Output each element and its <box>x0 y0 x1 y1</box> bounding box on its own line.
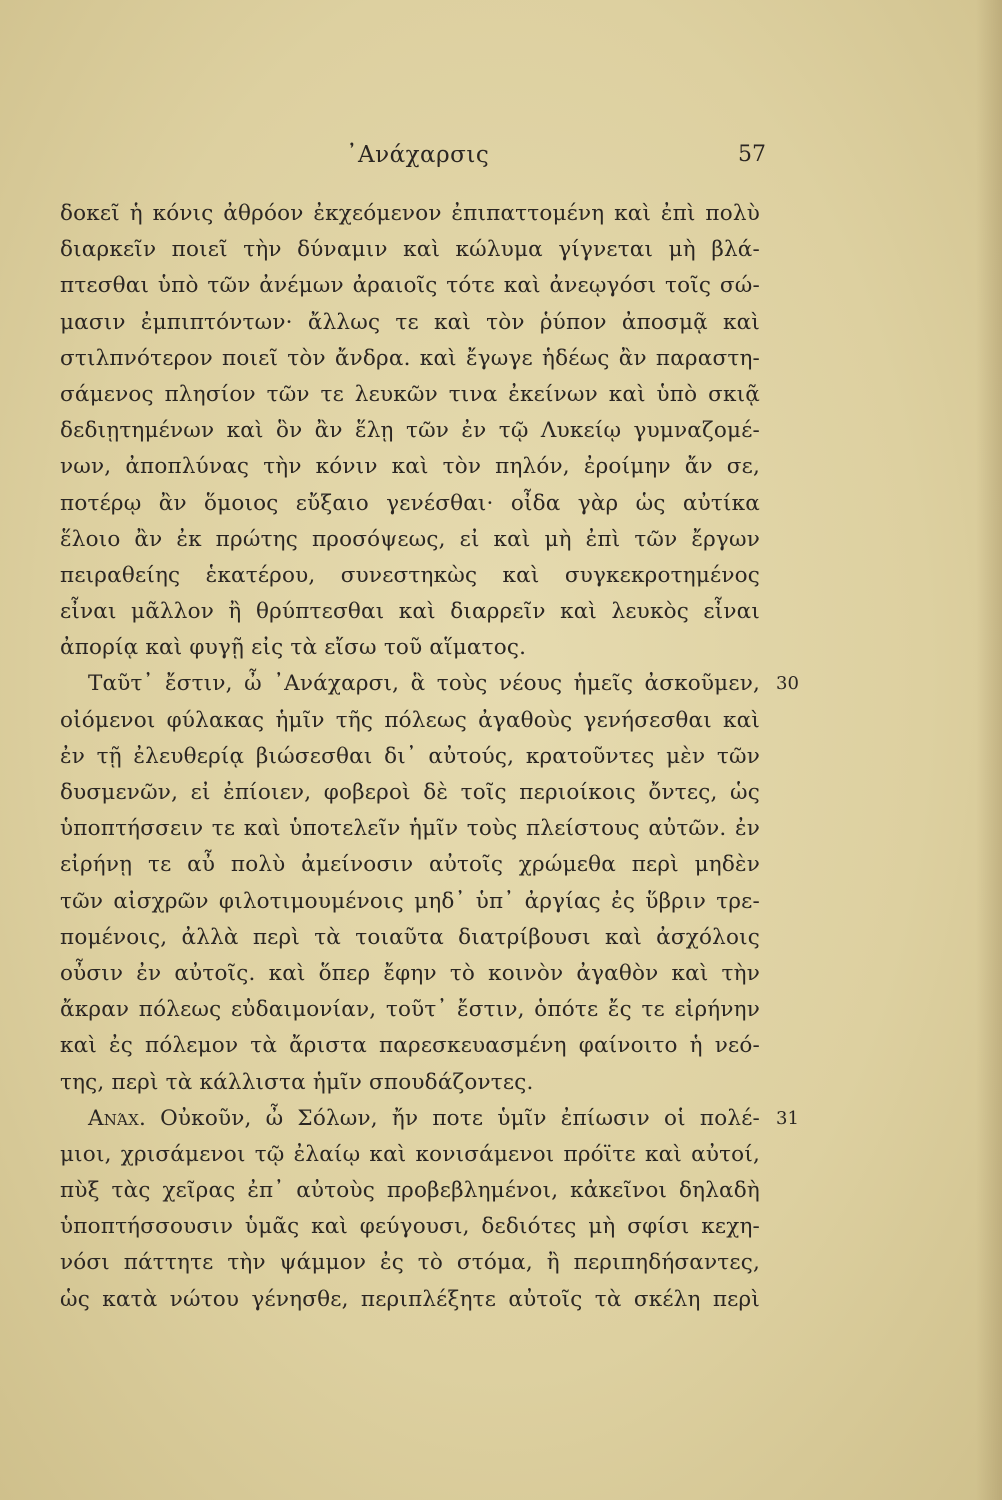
text-line <box>60 486 760 522</box>
line-text: οἰόμενοι φύλακας ἡμῖν τῆς πόλεως ἀγαθοὺς γενήσεσθαι καὶ <box>60 707 760 733</box>
line-text: νων, ἀποπλύνας τὴν κόνιν καὶ τὸν πηλόν, ἐροίμην ἄν σε, <box>60 454 760 480</box>
text-line <box>60 956 760 992</box>
text-line <box>60 920 760 956</box>
line-text: ὑποπτήσσειν τε καὶ ὑποτελεῖν ἡμῖν τοὺς πλείστους αὐτῶν. ἐν <box>60 816 760 842</box>
line-text: δυσμενῶν, εἰ ἐπίοιεν, φοβεροὶ δὲ τοῖς περιοίκοις ὄντες, ὡς <box>60 780 760 805</box>
speaker-label: Ανάχ. <box>88 1105 146 1131</box>
line-text: μασιν ἐμπιπτόντων· ἄλλως τε καὶ τὸν ῥύπον ἀποσμᾷ καὶ <box>60 309 760 335</box>
line-text: τῶν αἰσχρῶν φιλοτιμουμένοις μηδ᾿ ὑπ᾿ ἀργίας ἐς ὕβριν τρε- <box>60 888 760 914</box>
line-text: ἕλοιο ἂν ἐκ πρώτης προσόψεως, εἰ καὶ μὴ ἐπὶ τῶν ἔργων <box>60 526 760 552</box>
text-line <box>60 268 760 304</box>
text-line <box>60 703 760 739</box>
section-number: 31 <box>776 1107 799 1129</box>
line-text: διαρκεῖν ποιεῖ τὴν δύναμιν καὶ κώλυμα γίγνεται μὴ βλά- <box>60 237 760 263</box>
text-line <box>60 1245 760 1281</box>
line-text: οὖσιν ἐν αὐτοῖς. καὶ ὅπερ ἔφην τὸ κοινὸν ἀγαθὸν καὶ τὴν <box>60 960 760 986</box>
page-header <box>0 142 1002 176</box>
line-text: μιοι, χρισάμενοι τῷ ἐλαίῳ καὶ κονισάμενοι πρόϊτε καὶ αὐτοί, <box>60 1141 760 1167</box>
line-text: πειραθείης ἑκατέρου, συνεστηκὼς καὶ συγκεκροτημένος <box>60 562 760 588</box>
text-line <box>60 305 760 341</box>
text-line <box>60 413 760 449</box>
text-line <box>60 1065 760 1101</box>
line-text: της, περὶ τὰ κάλλιστα ἡμῖν σπουδάζοντες. <box>60 1069 534 1095</box>
text-line <box>60 558 760 594</box>
text-line <box>60 232 760 268</box>
text-line <box>60 1101 799 1137</box>
text-line <box>60 341 760 377</box>
text-line <box>60 811 760 847</box>
line-text: δοκεῖ ἡ κόνις ἀθρόον ἐκχεόμενον ἐπιπαττομένη καὶ ἐπὶ πολὺ <box>60 201 760 226</box>
section-number: 30 <box>776 673 799 695</box>
text-line <box>60 1209 760 1245</box>
line-text: Οὐκοῦν, ὦ Σόλων, ἤν ποτε ὑμῖν ἐπίωσιν οἱ πολέ- <box>146 1105 760 1131</box>
line-text: πτεσθαι ὑπὸ τῶν ἀνέμων ἀραιοῖς τότε καὶ ἀνεῳγόσι τοῖς σώ- <box>60 273 760 299</box>
line-text: πομένοις, ἀλλὰ περὶ τὰ τοιαῦτα διατρίβουσι καὶ ἀσχόλοις <box>60 924 760 950</box>
text-line <box>60 377 760 413</box>
line-text: στιλπνότερον ποιεῖ τὸν ἄνδρα. καὶ ἔγωγε ἡδέως ἂν παραστη- <box>60 345 760 371</box>
text-line <box>60 739 760 775</box>
body-text <box>60 196 799 1318</box>
text-line <box>60 522 760 558</box>
line-text: ἄκραν πόλεως εὐδαιμονίαν, τοῦτ᾿ ἔστιν, ὁπότε ἔς τε εἰρήνην <box>60 997 760 1023</box>
line-text: εἰρήνῃ τε αὖ πολὺ ἀμείνοσιν αὐτοῖς χρώμεθα περὶ μηδὲν <box>60 852 760 878</box>
text-line <box>60 196 760 232</box>
line-text: νόσι πάττητε τὴν ψάμμον ἐς τὸ στόμα, ἢ περιπηδήσαντες, <box>60 1250 760 1276</box>
line-text: Ταῦτ᾿ ἔστιν, ὦ ᾿Ανάχαρσι, ἃ τοὺς νέους ἡμεῖς ἀσκοῦμεν, <box>88 671 760 697</box>
running-title: ᾿Ανάχαρσις <box>346 142 490 168</box>
line-text: ἀπορίᾳ καὶ φυγῇ εἰς τὰ εἴσω τοῦ αἵματος. <box>60 635 527 661</box>
text-line <box>60 449 760 485</box>
line-text: ὑποπτήσσουσιν ὑμᾶς καὶ φεύγουσι, δεδιότες μὴ σφίσι κεχη- <box>60 1214 760 1240</box>
page-edge-shadow <box>976 0 1002 1500</box>
line-text: δεδιῃτημένων καὶ ὃν ἂν ἕλῃ τῶν ἐν τῷ Λυκείῳ γυμναζομέ- <box>60 418 760 444</box>
text-line <box>60 630 760 666</box>
line-text: πὺξ τὰς χεῖρας ἐπ᾿ αὐτοὺς προβεβλημένοι, κἀκεῖνοι δηλαδὴ <box>60 1178 760 1204</box>
line-text: καὶ ἐς πόλεμον τὰ ἄριστα παρεσκευασμένη φαίνοιτο ἡ νεό- <box>60 1033 760 1059</box>
text-line <box>60 775 760 811</box>
line-text: ποτέρῳ ἂν ὅμοιος εὔξαιο γενέσθαι· οἶδα γὰρ ὡς αὐτίκα <box>60 490 760 516</box>
text-line <box>60 992 760 1028</box>
line-text: σάμενος πλησίον τῶν τε λευκῶν τινα ἐκείνων καὶ ὑπὸ σκιᾷ <box>60 381 760 407</box>
line-text: εἶναι μᾶλλον ἢ θρύπτεσθαι καὶ διαρρεῖν καὶ λευκὸς εἶναι <box>60 599 760 625</box>
page-number: 57 <box>738 142 766 167</box>
text-line <box>60 666 799 702</box>
text-line <box>60 1028 760 1064</box>
text-line <box>60 594 760 630</box>
text-line <box>60 847 760 883</box>
text-line <box>60 1137 760 1173</box>
text-line <box>60 884 760 920</box>
text-line <box>60 1173 760 1209</box>
text-line <box>60 1282 760 1318</box>
line-text: ἐν τῇ ἐλευθερίᾳ βιώσεσθαι δι᾿ αὐτούς, κρατοῦντες μὲν τῶν <box>60 743 760 769</box>
line-text: ὡς κατὰ νώτου γένησθε, περιπλέξητε αὐτοῖς τὰ σκέλη περὶ <box>60 1286 760 1312</box>
